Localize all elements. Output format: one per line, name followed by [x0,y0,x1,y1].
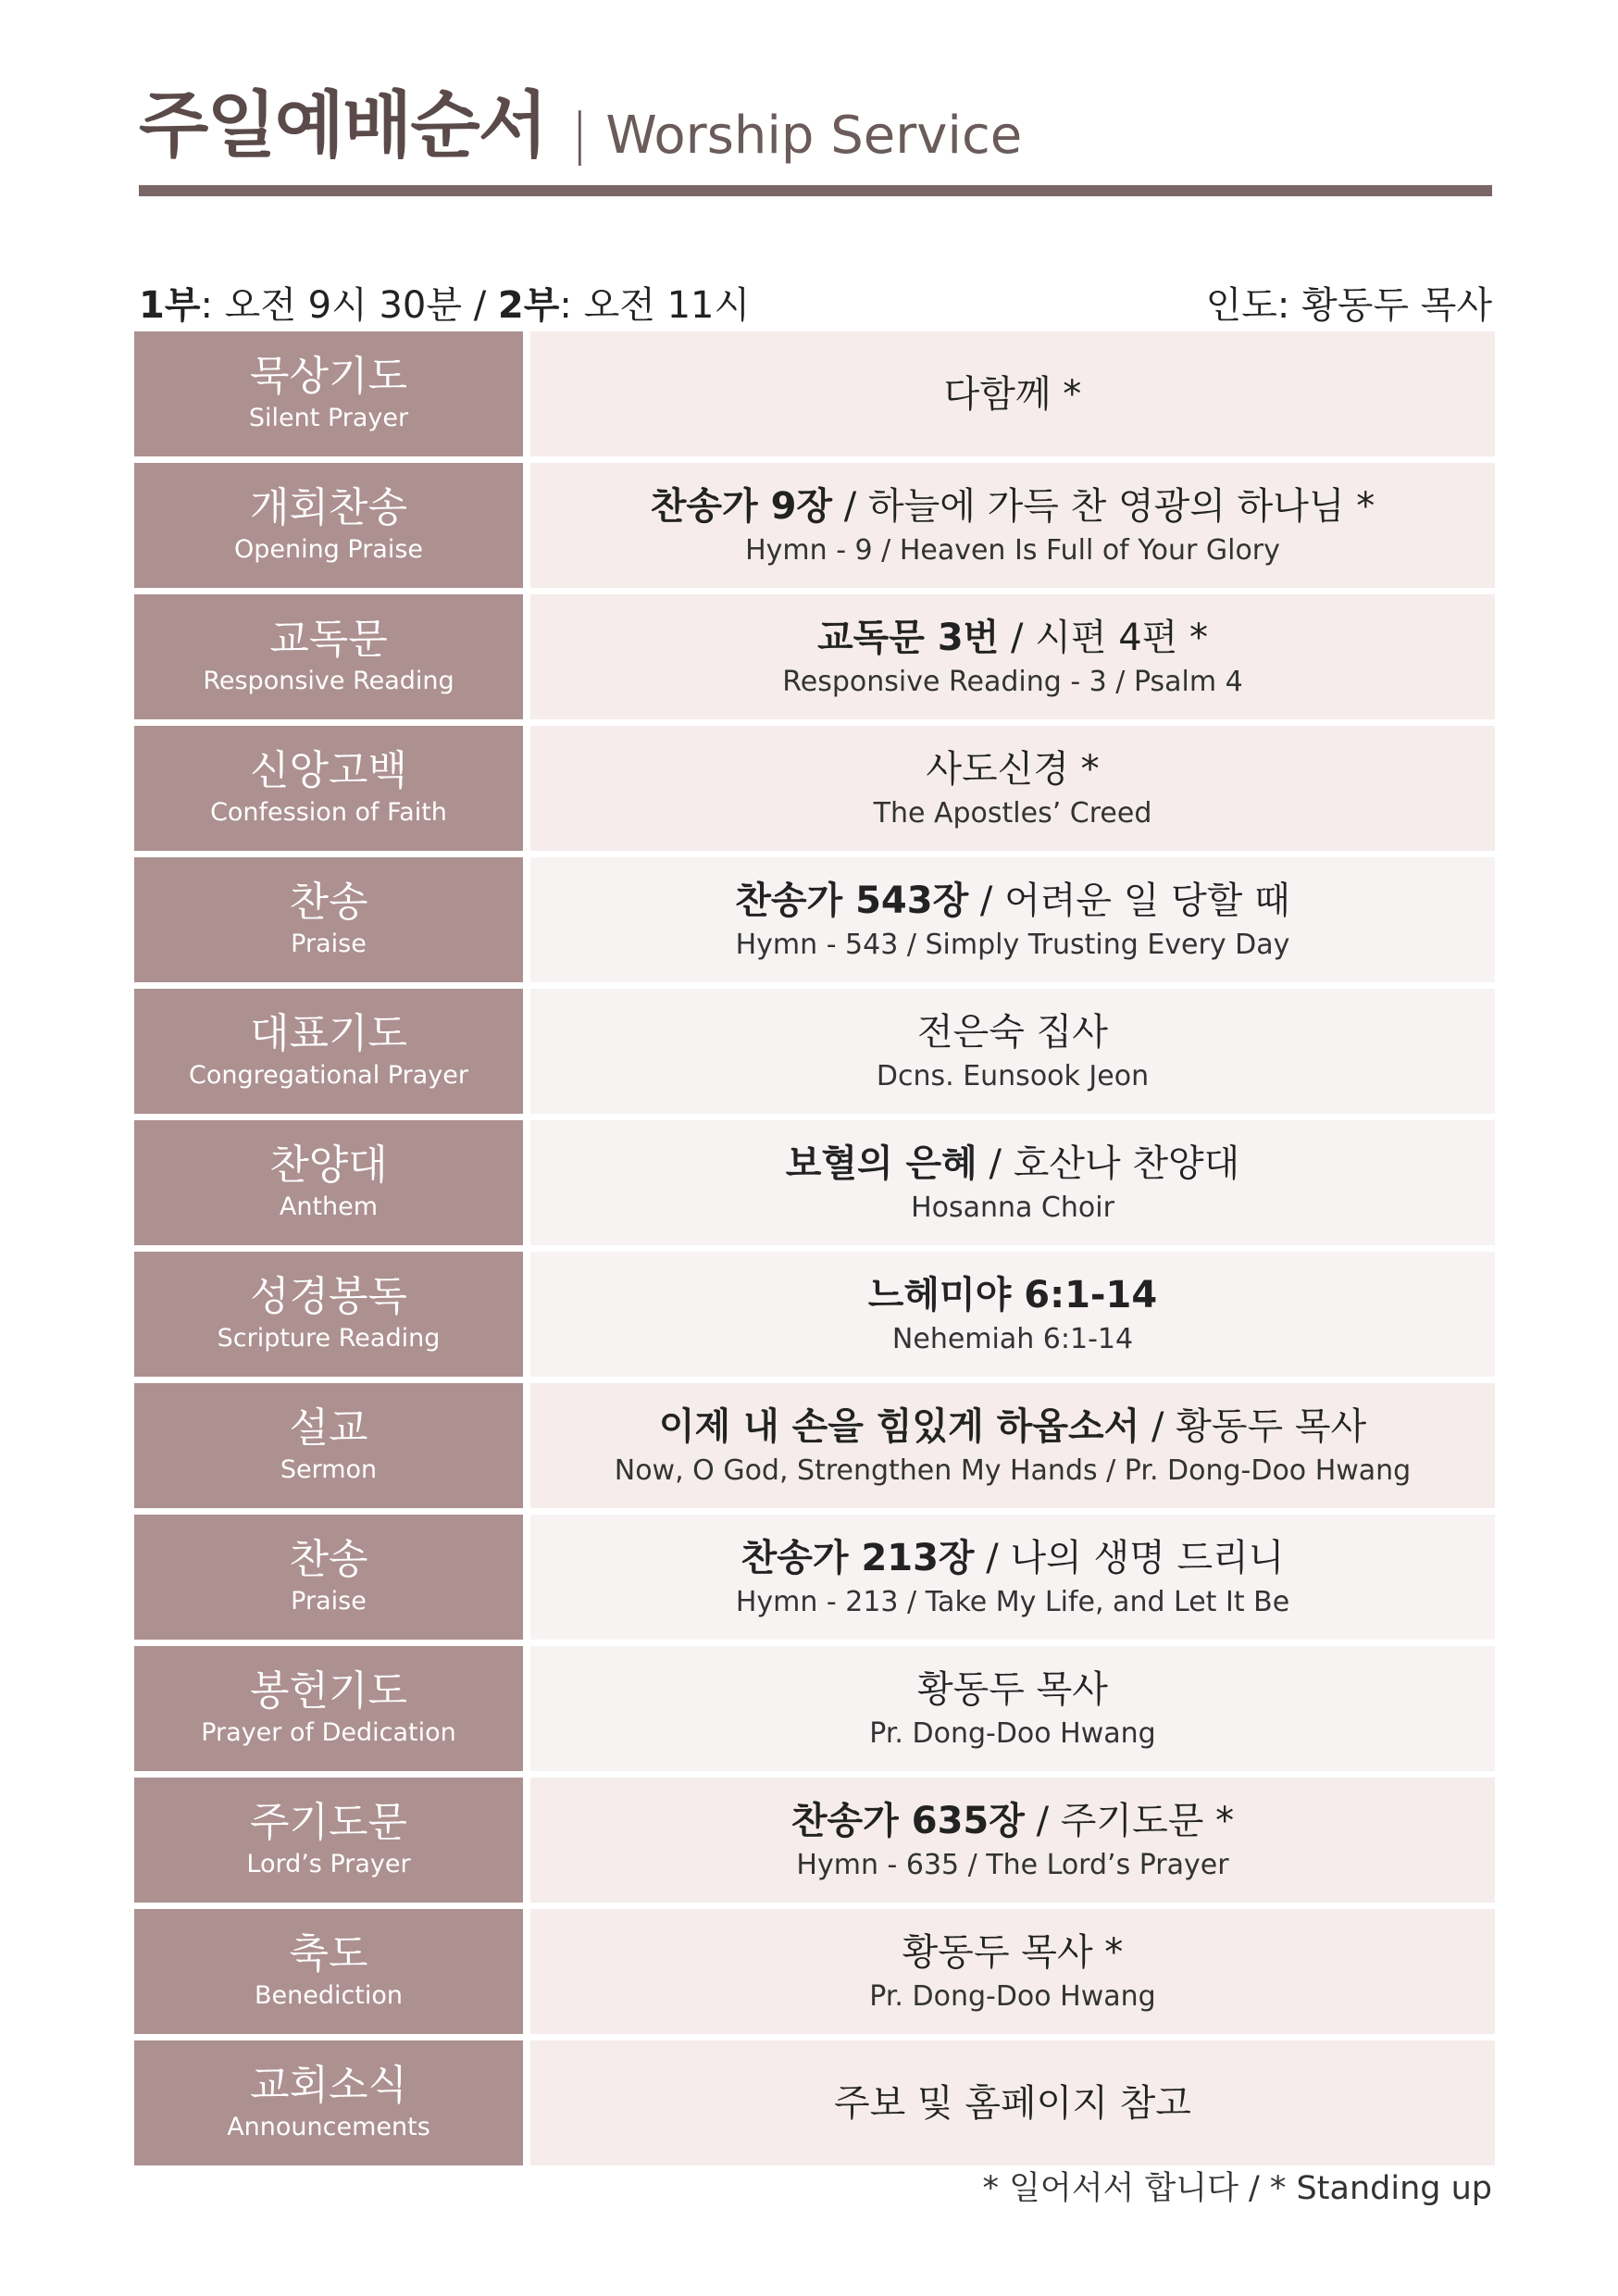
order-row [134,1383,1495,1508]
service1-time: : 오전 9시 30분 / [200,283,498,327]
detail-main-line [868,1274,1157,1316]
item-title-english: Anthem [279,1192,379,1221]
order-row [134,1778,1495,1903]
item-title-english: Prayer of Dedication [201,1717,456,1747]
detail-bold-text: 찬송가 543장 [735,880,969,922]
detail-english-line: Hymn - 9 / Heaven Is Full of Your Glory [745,534,1280,567]
item-title-english: Benediction [254,1980,404,2010]
detail-english-line: Hosanna Choir [911,1192,1114,1224]
order-item-detail [530,857,1495,982]
order-item-label [134,463,523,588]
detail-bold-text: 찬송가 9장 [650,485,833,528]
order-item-detail [530,331,1495,456]
order-item-detail [530,1909,1495,2034]
detail-english-line: Hymn - 213 / Take My Life, and Let It Be [735,1586,1290,1618]
order-item-detail [530,594,1495,719]
order-item-label [134,331,523,456]
detail-main-line [741,1537,1285,1579]
detail-bold-text: 찬송가 213장 [741,1537,975,1579]
item-title-korean: 신앙고백 [249,747,407,795]
item-title-english: Sermon [280,1454,378,1484]
detail-english-line: Responsive Reading - 3 / Psalm 4 [782,666,1243,698]
item-title-korean: 봉헌기도 [249,1667,407,1716]
header-divider [139,185,1492,196]
order-row [134,1120,1495,1245]
order-item-label [134,726,523,851]
detail-text: / 호산나 찬양대 [977,1142,1240,1185]
order-item-detail [530,1383,1495,1508]
order-row [134,989,1495,1114]
order-item-label [134,1909,523,2034]
detail-text: / 주기도문 * [1024,1800,1235,1842]
order-item-detail [530,1646,1495,1771]
item-title-english: Silent Prayer [248,403,409,432]
order-row [134,2040,1495,2165]
item-title-korean: 설교 [289,1404,368,1453]
item-title-english: Announcements [227,2112,430,2141]
item-title-english: Responsive Reading [203,666,454,695]
detail-main-line [944,373,1082,416]
detail-text: / 시편 4편 * [999,617,1209,659]
order-item-detail [530,1252,1495,1377]
order-item-label [134,1646,523,1771]
detail-bold-text: 교독문 3번 [816,617,1000,659]
order-row [134,331,1495,456]
detail-main-line [791,1800,1234,1842]
item-title-korean: 찬송 [289,879,368,927]
order-item-label [134,594,523,719]
detail-main-line [926,748,1099,791]
service2-time: : 오전 11시 [559,283,751,327]
order-item-label [134,1383,523,1508]
order-item-detail [530,1515,1495,1640]
order-row [134,594,1495,719]
order-row [134,726,1495,851]
detail-main-line [651,485,1375,528]
detail-main-line [902,1931,1124,1974]
detail-text: / 어려운 일 당할 때 [968,880,1290,922]
detail-main-line [659,1405,1366,1448]
title-korean: 주일예배순서 [139,84,547,168]
item-title-english: Confession of Faith [210,797,447,827]
order-row [134,1646,1495,1771]
order-row [134,1252,1495,1377]
detail-english-line: Dcns. Eunsook Jeon [876,1060,1150,1092]
order-item-label [134,857,523,982]
detail-main-line [817,617,1208,659]
detail-text: / 황동두 목사 [1139,1405,1367,1448]
item-title-english: Scripture Reading [217,1323,441,1353]
detail-text: / 하늘에 가득 찬 영광의 하나님 * [832,485,1375,528]
order-item-detail [530,463,1495,588]
detail-english-line: The Apostles’ Creed [873,797,1152,830]
page-header [139,84,1490,168]
title-english: Worship Service [605,106,1023,166]
order-item-label [134,1252,523,1377]
detail-english-line: Hymn - 543 / Simply Trusting Every Day [735,929,1290,961]
order-row [134,463,1495,588]
order-item-label [134,1515,523,1640]
order-row [134,1909,1495,2034]
item-title-korean: 묵상기도 [249,353,407,401]
service1-label: 1부 [139,283,201,327]
detail-english-line: Pr. Dong-Doo Hwang [869,1980,1156,2013]
worship-order-table [134,331,1495,2172]
item-title-korean: 성경봉독 [249,1273,407,1321]
detail-text: 다함께 * [943,372,1082,416]
detail-bold-text: 보혈의 은혜 [785,1142,977,1185]
standing-note: * 일어서서 합니다 / * Standing up [982,2170,1492,2207]
detail-bold-text: 이제 내 손을 힘있게 하옵소서 [658,1405,1140,1448]
item-title-english: Praise [291,1586,367,1616]
detail-english-line: Pr. Dong-Doo Hwang [869,1717,1156,1750]
detail-text: 황동두 목사 [917,1668,1108,1711]
order-item-label [134,1120,523,1245]
item-title-korean: 대표기도 [249,1010,407,1058]
detail-english-line: Now, O God, Strengthen My Hands / Pr. Dong-Doo Hwang [614,1454,1412,1487]
item-title-english: Congregational Prayer [189,1060,468,1090]
item-title-english: Opening Praise [233,534,424,564]
detail-text: 황동두 목사 * [902,1931,1124,1974]
detail-text: 사도신경 * [926,748,1100,791]
detail-english-line: Nehemiah 6:1-14 [891,1323,1134,1355]
item-title-english: Praise [291,929,367,958]
detail-english-line: Hymn - 635 / The Lord’s Prayer [796,1849,1229,1881]
order-row [134,1515,1495,1640]
service-info [139,274,1492,330]
item-title-korean: 주기도문 [249,1799,407,1847]
item-title-english: Lord’s Prayer [246,1849,411,1878]
detail-text: / 나의 생명 드리니 [974,1537,1285,1579]
detail-main-line [917,1668,1108,1711]
service2-label: 2부 [497,283,560,327]
detail-main-line [834,2082,1191,2125]
order-item-label [134,2040,523,2165]
detail-bold-text: 찬송가 635장 [790,1800,1025,1842]
detail-main-line [786,1142,1240,1185]
detail-main-line [735,880,1290,922]
order-item-label [134,1778,523,1903]
item-title-korean: 교독문 [269,616,388,664]
item-title-korean: 찬송 [289,1536,368,1584]
detail-text: 전은숙 집사 [917,1011,1108,1054]
item-title-korean: 찬양대 [269,1142,388,1190]
item-title-korean: 교회소식 [249,2062,407,2110]
order-item-detail [530,2040,1495,2165]
detail-bold-text: 느헤미야 6:1-14 [867,1274,1158,1316]
order-item-label [134,989,523,1114]
order-item-detail [530,1778,1495,1903]
order-item-detail [530,726,1495,851]
item-title-korean: 개회찬송 [249,484,407,532]
service-times [139,276,750,329]
order-row [134,857,1495,982]
title-separator: | [570,102,590,167]
service-leader: 인도: 황동두 목사 [1205,283,1492,327]
order-item-detail [530,1120,1495,1245]
detail-main-line [917,1011,1108,1054]
order-item-detail [530,989,1495,1114]
item-title-korean: 축도 [289,1930,368,1978]
detail-text: 주보 및 홈페이지 참고 [834,2081,1191,2125]
